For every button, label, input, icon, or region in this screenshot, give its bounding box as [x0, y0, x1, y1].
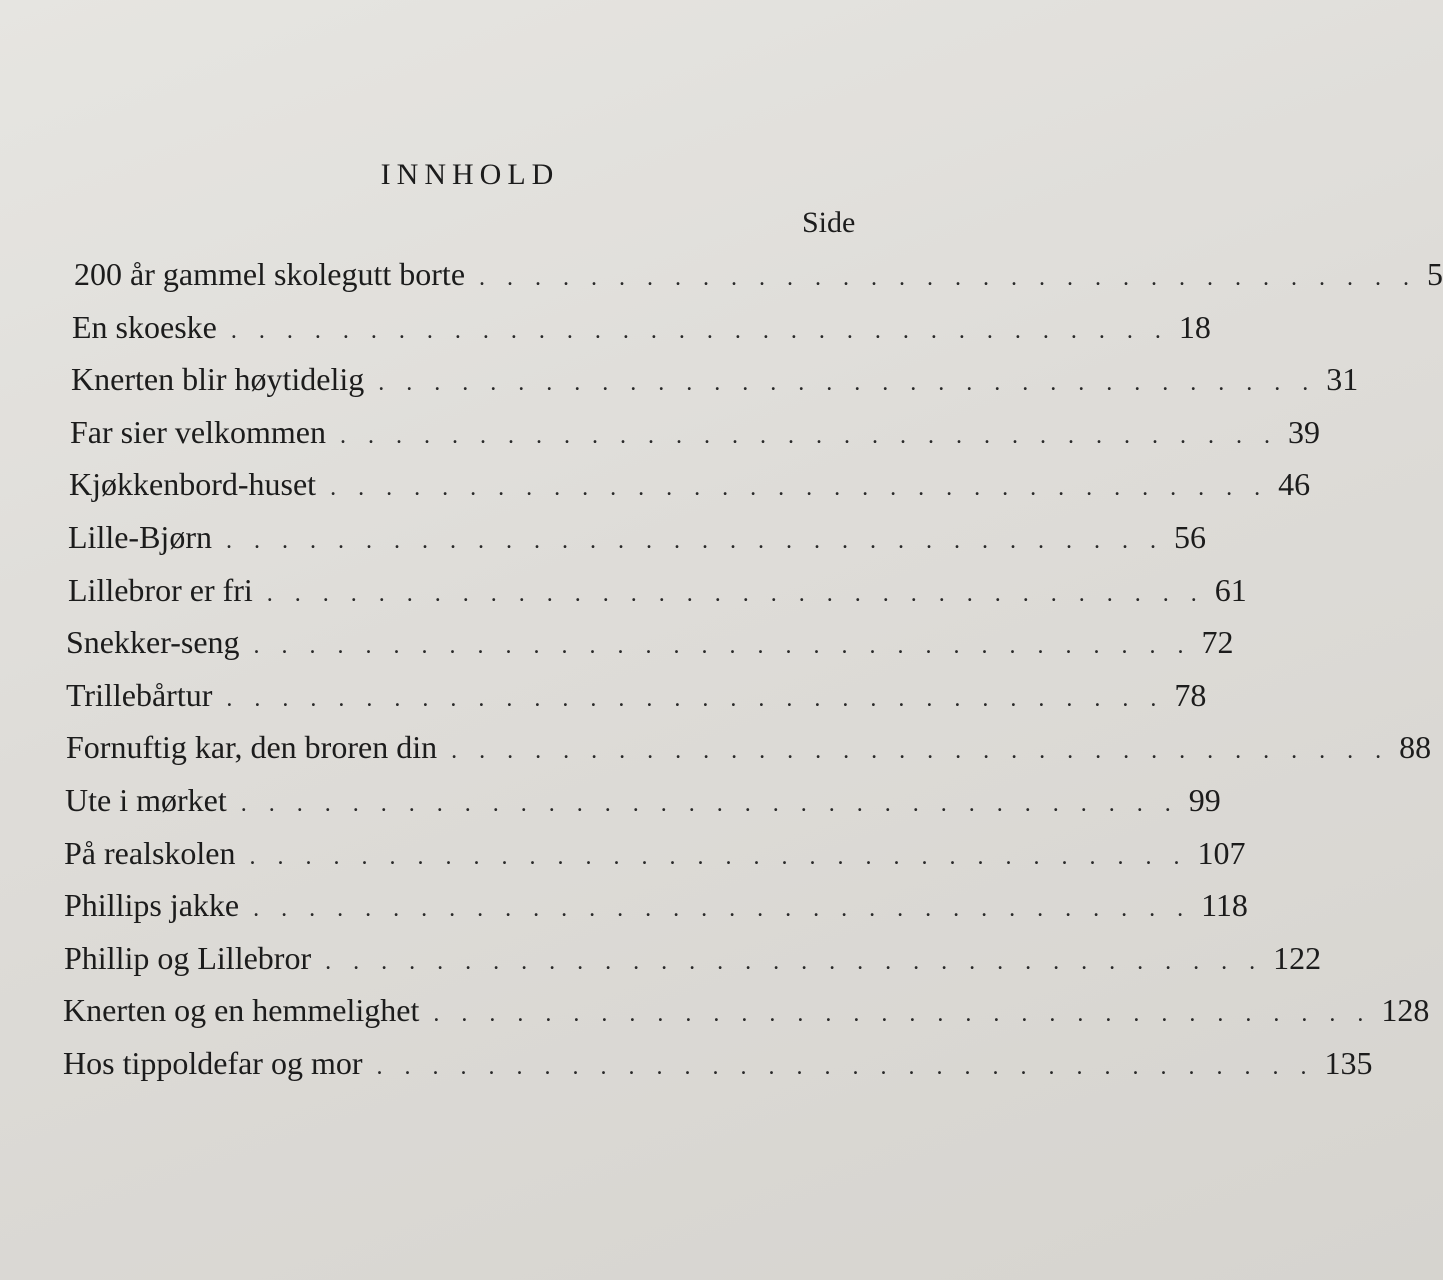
toc-entry	[0, 361, 1359, 414]
toc-entry	[0, 992, 1430, 1045]
toc-entry-page: 39	[1287, 413, 1320, 450]
page-title: INNHOLD	[380, 158, 560, 191]
toc-entry	[0, 676, 1207, 730]
page-column-label: Side	[802, 206, 856, 239]
toc-entry-page: 18	[1178, 308, 1211, 345]
toc-entry-title: På realskolen	[64, 834, 236, 871]
toc-entry-page: 56	[1173, 518, 1206, 555]
toc-entry-title: Knerten blir høytidelig	[71, 361, 365, 398]
toc-entry	[0, 781, 1221, 835]
toc-entry-title: Fornuftig kar, den broren din	[66, 729, 438, 766]
toc-entry-page: 128	[1381, 992, 1430, 1029]
toc-entry-title: Ute i mørket	[65, 781, 227, 818]
toc-entry	[0, 939, 1322, 993]
toc-entry-title: Hos tippoldefar og mor	[63, 1044, 363, 1081]
toc-entry-title: Lillebror er fri	[68, 571, 253, 608]
toc-entry-title: Snekker-seng	[66, 624, 240, 661]
dot-leader: . . . . . . . . . . . . . . . . . . . . . . . . . . . . . . . . . .	[339, 422, 1278, 449]
dot-leader: . . . . . . . . . . . . . . . . . . . . . . . . . . . . . . . . . .	[376, 1053, 1315, 1080]
toc-entry-title: Kjøkkenbord-huset	[69, 466, 317, 503]
dot-leader: . . . . . . . . . . . . . . . . . . . . . . . . . . . . . . . . . .	[253, 633, 1192, 660]
toc-entry-title: Knerten og en hemmelighet	[63, 992, 420, 1029]
dot-leader: . . . . . . . . . . . . . . . . . . . . . . . . . . . . . . . . . .	[253, 896, 1192, 923]
toc-entry	[0, 624, 1234, 677]
toc-entry	[0, 887, 1248, 940]
toc-entry-page: 61	[1214, 571, 1247, 608]
toc-entry-page: 99	[1188, 781, 1221, 818]
toc-entry-page: 118	[1201, 887, 1248, 924]
toc-entry-page: 31	[1326, 361, 1359, 398]
toc-entry	[0, 834, 1246, 888]
dot-leader: . . . . . . . . . . . . . . . . . . . . . . . . . . . . . . . . . .	[433, 1001, 1372, 1028]
dot-leader: . . . . . . . . . . . . . . . . . . . . . . . . . . . . . . . . . .	[226, 685, 1165, 712]
toc-entry	[0, 308, 1211, 362]
toc-entry-page: 46	[1278, 466, 1311, 503]
toc-entry-title: 200 år gammel skolegutt borte	[74, 256, 466, 292]
dot-leader: . . . . . . . . . . . . . . . . . . . . . . . . . . . . . . . . . .	[479, 265, 1418, 291]
dot-leader: . . . . . . . . . . . . . . . . . . . . . . . . . . . . . . . . . .	[330, 475, 1269, 502]
toc-entry-title: En skoeske	[72, 308, 217, 345]
toc-entry-title: Phillips jakke	[64, 887, 240, 924]
toc-entry-page: 135	[1324, 1044, 1373, 1081]
dot-leader: . . . . . . . . . . . . . . . . . . . . . . . . . . . . . . . . . .	[325, 948, 1264, 975]
dot-leader: . . . . . . . . . . . . . . . . . . . . . . . . . . . . . . . . . .	[378, 370, 1317, 397]
dot-leader: . . . . . . . . . . . . . . . . . . . . . . . . . . . . . . . . . .	[249, 843, 1188, 870]
toc-entry-page: 107	[1197, 834, 1246, 871]
toc-entry-page: 78	[1174, 676, 1207, 713]
toc-entry-page: 5	[1427, 256, 1443, 292]
toc-entry-title: Lille-Bjørn	[68, 518, 212, 555]
toc-entry-page: 72	[1201, 624, 1234, 661]
table-of-contents	[0, 256, 1443, 1098]
dot-leader: . . . . . . . . . . . . . . . . . . . . . . . . . . . . . . . . . .	[225, 527, 1164, 554]
toc-entry	[0, 518, 1206, 572]
toc-entry	[0, 466, 1311, 519]
dot-leader: . . . . . . . . . . . . . . . . . . . . . . . . . . . . . . . . . .	[266, 580, 1205, 607]
toc-entry-title: Trillebårtur	[66, 676, 213, 713]
toc-entry	[0, 413, 1320, 467]
toc-entry	[0, 571, 1247, 625]
toc-entry	[0, 256, 1443, 309]
dot-leader: . . . . . . . . . . . . . . . . . . . . . . . . . . . . . . . . . .	[230, 317, 1169, 344]
toc-entry	[0, 729, 1432, 782]
toc-entry-title: Far sier velkommen	[70, 413, 326, 450]
toc-entry-page: 88	[1399, 729, 1432, 766]
dot-leader: . . . . . . . . . . . . . . . . . . . . . . . . . . . . . . . . . .	[451, 738, 1390, 765]
toc-entry-page: 122	[1273, 939, 1322, 976]
dot-leader: . . . . . . . . . . . . . . . . . . . . . . . . . . . . . . . . . .	[240, 790, 1179, 817]
toc-entry	[0, 1044, 1373, 1098]
toc-entry-title: Phillip og Lillebror	[64, 939, 312, 976]
